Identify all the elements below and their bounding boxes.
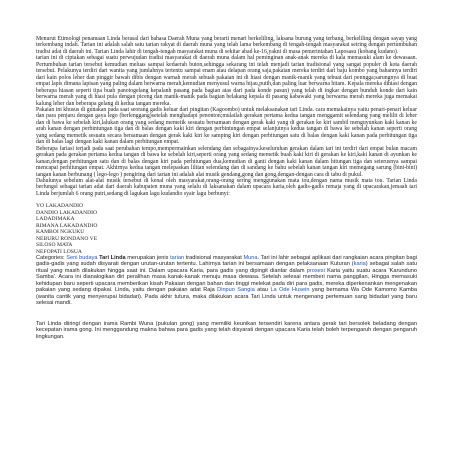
link-prosesi[interactable]: prosesi bbox=[306, 267, 325, 274]
lyric-line: RIMANA LAKADANDIO bbox=[36, 222, 98, 229]
wiki-paragraph-2: Tari Linda diiringi dengan irama Rambi Wuna (pukulan gong) yang memiliki keunikan tersendiri karena antara gerak tari bersolek beladang dengan kecepatan irama gong. Ini menggandung makna bahwa para gadis yang telah disyarati dengan upacara Karia telah boleh terpengaruh dengan pengaruh lingkungan. bbox=[36, 320, 417, 340]
paragraph-origin: tarian ini di ciptakan sebagai suatu perwujudan tradisi masyarakat di daerah muna dalam hal peminginan anak-anak mereka di kala memasuki alam ke dewasaan. Pertumbuhan tarian tersebut kemudian meluas sampai kedaerah buton,sehingga sekarang ini telah menjadi tarian tradisional yang sangat populer di kota daerah tersebut. Pelakunya terdiri dari wanita yang jumlahnya tertentu sampai enam atau delapan orang saja,pakaian mereka terdiri dari baju kombo yang bahannya terdiri dari kain polos leher dan pinggir bawah dibis dengan warnah merah sebuah pakaian ini di hiasi dengan manik-manik yang tebuat dari penngga;sarungnya di buat empat lapis dimana lapisan yang paling dalam berwarna merah,kemudian menyusul warna hijau,putih,dan paling luar berwarna hitam. Kepala mereka dihiasi dengan beberapa hiasan seperti tipa buah panotogelang kepalanh pasang pada bagian atas dari pada konde pasun) yang telah di ingkar dengan bunduh konde dari kain berwarna merah yang di hiasi pula dengan piceng dan manik-manik pada bagian belakang kepala di pasang kabawaki yang berwarna merah mereka juga memakai kalung leher dan beberapa gelang di kedua tangan mereka. bbox=[36, 55, 417, 107]
wiki-paragraph-1: Categories: Seni budaya Tari Linda merupakan jenis tarian tradisional masyarakat Muna. Tari ini lahir sebagai aplikasi dari rangkaian acara pingitan bagi gadis-gadis yang sudah disyarati dengan urutan-urutan tertentu. Lahirnya tarian ini bersamaan dengan pelaksanaan Kuturan (karia) sebagai salah satu ritual yang masih dilakukan hingga saat ini. Dalam upacara Karia, para gadis yang dipingit diantar dalam prosesi Karia yaitu suatu acara 'Karunduno Samba'. Acara ini dianalogikan diri peralihan masa kanak-kanak menuju masa dewasa. Setelah selesai memberi nama panggilan, Hingga memasuki kehidupan baru seperti upacara memberikan kisah Pakaian dengan bahan dan tinggi melekat pada diri para gadis, mereka diperkenankan mengenakan pakaian yang sedang dipakai. Linda, yaitu dengan pakaian adat Raja Dinpuo Sangia atau La Ode Husein yang bernama Wa Ode Kamomo Kamba (wanita cantik yang menyerupai bidadari). Pada akhir tutura, maka dilakukan acara Tari Linda untuk mengenang pertemuan sang bidadari yang baru selesai mandi. bbox=[36, 254, 417, 307]
article-body bbox=[36, 36, 417, 197]
lyric-line: NEBURU RONDANO VE bbox=[36, 235, 98, 242]
paragraph-music: Dahulunya sebelum alat-alat musik tersebut di kenal oleh masyarakat,orang-orang sering menggunakan mata tou,dengan nama musik mata tou. Tarian Linda berfungsi sebagai tarian adat dari daerah kabupaten muna yang selalu di laksanakan dalam upacara karia,oleh gadis-gadis remaja yang di upacarakan,jemaah tari Linda berjumlah 6 orang putri,sedang di lagukan lagu kudandio syair lagu berbunyi: bbox=[36, 177, 417, 197]
lyric-line: LADADIMAKA bbox=[36, 216, 75, 223]
lyric-line: NEFOPATI LOSUA bbox=[36, 248, 82, 255]
term-tari-linda: Tari Linda bbox=[99, 254, 126, 261]
lyric-line: SILOSO MATA bbox=[36, 242, 73, 249]
paragraph-costume: Pakaian ini khusus di gunakan pada saat seorang gadis keluar dari pingitan (Kagoombo) untuk melaksanakan tari Linda. cara memakainya yaitu penari-penari keluar dan para penjaru dengan gaya lego (berlenggang)setelah menghadapi penonton;mulailah gerakan pertama kedua tangan menggamit selendang yang melilit di leher dan di bawa ke sebelah kiri,lalukan orang yang sedang memetik sesuatu bersamaan dengan gerak kaki yang di gerakan ke kiri sambil menguyunkan kaki kanan ke arah kanan dengan perbintungan tiga dan di balas dengan kaki kiri dengan perbintungan empat selanjutnya kedua tangan di bawa ke sebelah kanan seperti orang yang sedang memetik sesuatu secara bersamaan dengan gerak kaki kiri ke samping kiri dengan perbitungan satu di balas dengan kaki kanan pada perbitungan tiga dan di balas lagi dengan kaki kanan dalam perbitungan empat. bbox=[36, 106, 417, 146]
link-tarian[interactable]: tarian bbox=[170, 254, 185, 261]
lyric-line: KAMBOI NGKUKU bbox=[36, 229, 85, 236]
category-link-seni-budaya[interactable]: Seni budaya bbox=[66, 254, 98, 261]
lyric-line: YO LAKADANDIO bbox=[36, 203, 84, 210]
paragraph-etymology: Menurut Etimologi penamaan Linda berasal dari bahasa Daerah Muna yang berarti menari berkeliling, laksana burung yang terbang, berkeliling dengan sayap yang terkembang indah. Tarian ini adalah salah satu tarian rakyat di daerah muna yang telah lama berkembang di tengah-tengah masyarakat seiring dengan pertumbuhan tradisi adat di daerah ini. Tarian Linda lahir di tengah-tengah masyarakat muna di sekitar abad ke-16,yakni di masa pemerintahan Laposasu (kobang kudano). bbox=[36, 36, 417, 55]
link-muna[interactable]: Muna bbox=[243, 254, 258, 261]
link-karia[interactable]: karia bbox=[353, 261, 366, 268]
categories-label: Categories: bbox=[36, 254, 65, 261]
lyric-line: DANDIO LAKADANDIO bbox=[36, 209, 98, 216]
link-la-ode-husein[interactable]: La Ode Husein bbox=[270, 287, 310, 294]
link-dinpuo-sangia[interactable]: Dinpuo Sangia bbox=[217, 287, 255, 294]
song-lyrics bbox=[36, 203, 417, 255]
paragraph-variations: Beberapa fariasi terjadi pada saat perubahan tempo,mempermainkan selendang dan sebagainya.keseluruhan gerakan dalam tari ini terdiri dari empat bulan macam gerakan pada gerakan pertama kedua tangan di bawa ke sebelah kiri,seperti orang yang sedang memetik buah kaki kiri di gerakan ke kiri,kaki kanan di ayunkan ke kanan,dengan perhitungan satu dan di balas dengan kiri pada perhitungan dua,kemudian di ganti dengan kaki kanan dalam hitungan tiga dan seterusnya sampai mencapai perhitungan empat. Akhirnya kedua tangan melepaskan lilitan selendang dan di sandang ke bahu sebelah kanan tangan kiri memegang sarung (bini-bini) tangan kanan berbunang ( lego-lego ) pengiring dari tarian ini adalah alat musik gendang,gong dan gong,dengan-dengan cara di tabu di pukul. bbox=[36, 145, 417, 178]
